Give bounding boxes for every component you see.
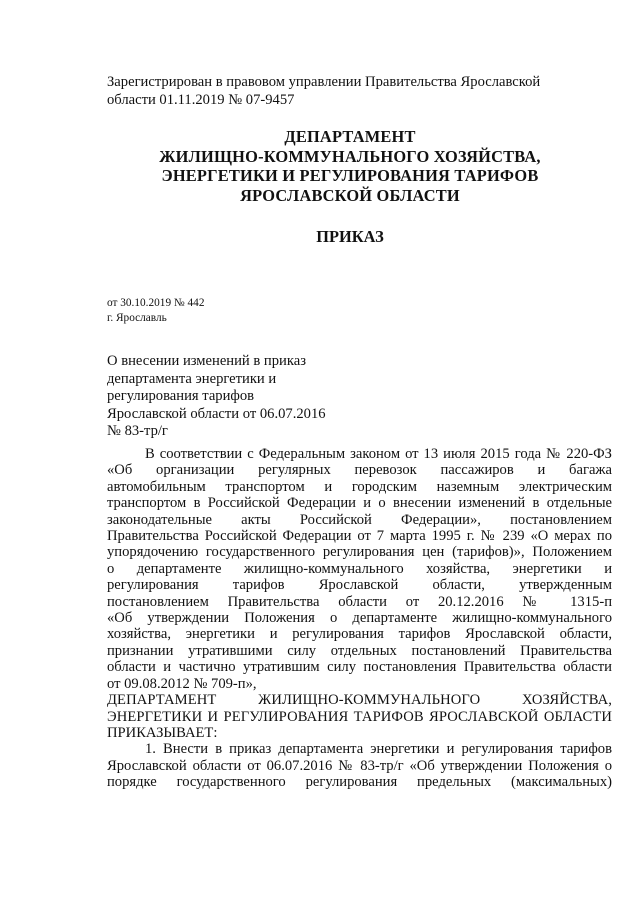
subject-line: О внесении изменений в приказ [107, 353, 306, 369]
body-line: от 09.08.2012 № 709-п», [107, 675, 257, 692]
body-line: Ярославской области от 06.07.2016 № 83-тр/г «Об утверждении Положения о [107, 757, 612, 774]
body-line: автомобильным транспортом и городским наземным электрическим [107, 478, 612, 495]
order-body [107, 446, 612, 791]
department-line: ЯРОСЛАВСКОЙ ОБЛАСТИ [240, 185, 460, 205]
body-line: постановлением Правительства области от 20.12.2016 № 1315-п [107, 593, 612, 610]
body-line: «Об утверждении Положения о департаменте жилищно-коммунального [107, 610, 612, 627]
registration-note [107, 73, 577, 109]
department-heading [100, 127, 600, 205]
department-line: ДЕПАРТАМЕНТ [284, 127, 416, 146]
body-line: «Об организации регулярных перевозок пассажиров и багажа [107, 462, 612, 479]
subject-line: Ярославской области от 06.07.2016 [107, 405, 326, 422]
order-city: г. Ярославль [107, 311, 167, 324]
subject-line: департамента энергетики и [107, 370, 277, 387]
department-line: ЭНЕРГЕТИКИ И РЕГУЛИРОВАНИЯ ТАРИФОВ [161, 166, 539, 185]
body-line: ЭНЕРГЕТИКИ И РЕГУЛИРОВАНИЯ ТАРИФОВ ЯРОСЛАВСКОЙ ОБЛАСТИ [107, 708, 612, 725]
body-line: регулирования тарифов Ярославской области, утвержденным [107, 577, 612, 594]
subject-line: регулирования тарифов [107, 388, 255, 404]
body-line: В соответствии с Федеральным законом от 13 июля 2015 года № 220-ФЗ [145, 446, 612, 462]
body-line: признании утратившими силу отдельных постановлений Правительства [107, 642, 612, 659]
registration-line: области 01.11.2019 № 07-9457 [107, 92, 295, 108]
order-subject [107, 353, 367, 441]
body-line: порядке государственного регулирования предельных (максимальных) [107, 774, 612, 791]
body-line: области и частично утратившим силу постановления Правительства области [107, 659, 612, 676]
registration-line: Зарегистрирован в правовом управлении Правительства Ярославской [107, 74, 541, 90]
body-line: транспортом в Российской Федерации и о внесении изменений в отдельные [107, 495, 612, 512]
subject-line: № 83-тр/г [107, 423, 168, 439]
body-line: о департаменте жилищно-коммунального хозяйства, энергетики и [107, 560, 612, 577]
body-line: законодательные акты Российской Федерации», постановлением [107, 511, 612, 528]
order-title: ПРИКАЗ [316, 227, 384, 246]
department-line: ЖИЛИЩНО-КОММУНАЛЬНОГО ХОЗЯЙСТВА, [159, 146, 541, 166]
order-meta [107, 296, 204, 325]
body-line: Правительства Российской Федерации от 7 марта 1995 г. № 239 «О мерах по [107, 528, 612, 545]
body-line: упорядочению государственного регулирования цен (тарифов)», Положением [107, 544, 612, 561]
body-line: 1. Внести в приказ департамента энергетики и регулирования тарифов [145, 741, 612, 758]
body-line: ДЕПАРТАМЕНТ ЖИЛИЩНО-КОММУНАЛЬНОГО ХОЗЯЙСТВА, [107, 692, 612, 709]
body-line: ПРИКАЗЫВАЕТ: [107, 724, 218, 741]
body-line: хозяйства, энергетики и регулирования тарифов Ярославской области, [107, 626, 612, 643]
order-date-number: от 30.10.2019 № 442 [107, 297, 205, 309]
